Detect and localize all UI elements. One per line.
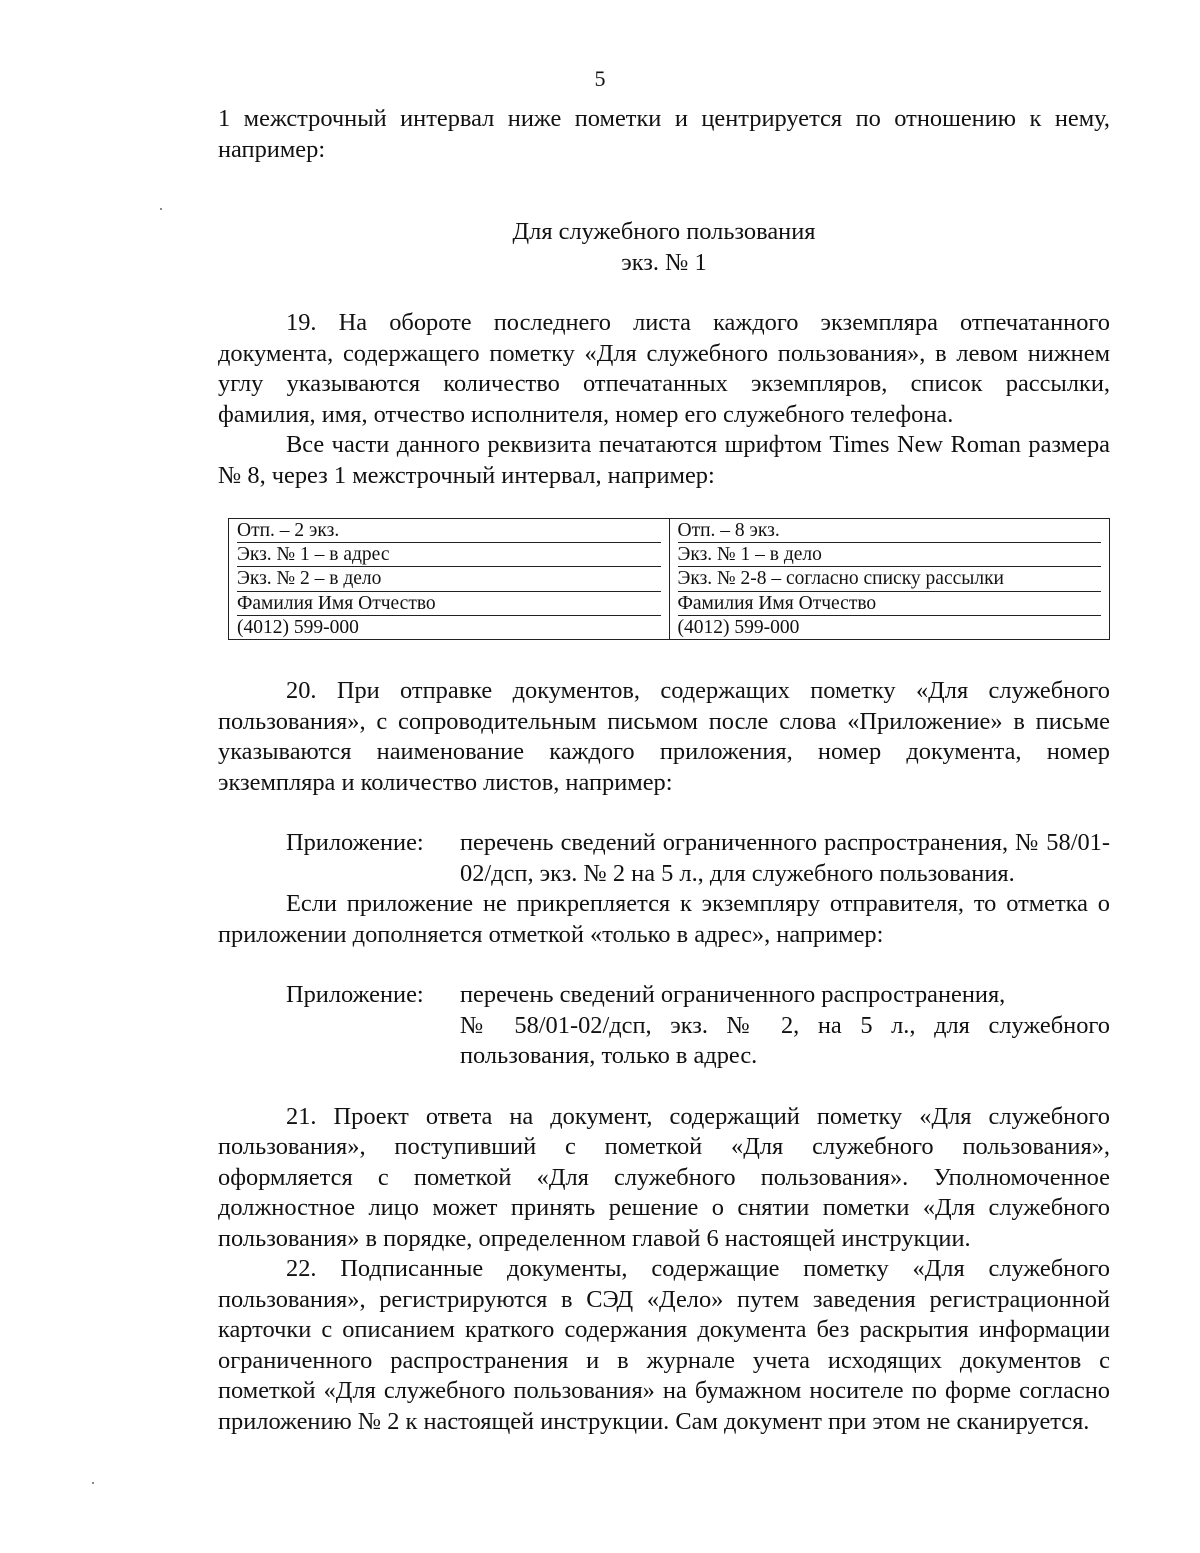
table-cell: (4012) 599-000 bbox=[677, 616, 800, 638]
table-cell: Отп. – 2 экз. bbox=[237, 519, 661, 543]
table-row bbox=[229, 519, 1110, 640]
appendix-label: Приложение: bbox=[286, 981, 424, 1009]
table-cell: Фамилия Имя Отчество bbox=[678, 592, 1102, 616]
restricted-stamp bbox=[218, 217, 1110, 278]
table-cell: (4012) 599-000 bbox=[237, 616, 359, 638]
appendix-text-rest: № 58/01-02/дсп, экз. № 2, на 5 л., для служебного пользования, только в адрес. bbox=[460, 1011, 1110, 1070]
table-cell: Экз. № 1 – в дело bbox=[678, 543, 1102, 567]
paragraph-20-note: Если приложение не прикрепляется к экземпляру отправителя, то отметка о приложении дополняется отметкой «только в адрес», например: bbox=[218, 890, 1110, 948]
paragraph-19: 19. На обороте последнего листа каждого экземпляра отпечатанного документа, содержащего пометку «Для служебного пользования», в левом нижнем углу указываются количество отпечатанных экземпляров, список рассылки, фамилия, имя, отчество исполнителя, номер его служебного телефона. bbox=[218, 309, 1110, 428]
appendix-label: Приложение: bbox=[286, 829, 424, 857]
scan-speck bbox=[92, 1482, 94, 1484]
left-column bbox=[229, 519, 670, 640]
page-number: 5 bbox=[594, 66, 606, 91]
table-cell: Экз. № 1 – в адрес bbox=[237, 543, 661, 567]
appendix-text-block bbox=[460, 980, 1110, 1072]
table-cell: Экз. № 2-8 – согласно списку рассылки bbox=[678, 567, 1102, 591]
appendix-example-2 bbox=[286, 980, 1110, 1072]
appendix-text: перечень сведений ограниченного распространения, № 58/01-02/дсп, экз. № 2 на 5 л., для служебного пользования. bbox=[460, 829, 1110, 887]
paragraph-22: 22. Подписанные документы, содержащие пометку «Для служебного пользования», регистрируются в СЭД «Дело» путем заведения регистрационной карточки с описанием краткого содержания документа без раскрытия информации ограниченного распространения и в журнале учета исходящих документов с пометкой «Для служебного пользования» на бумажном носителе по форме согласно приложению № 2 к настоящей инструкции. Сам документ при этом не сканируется. bbox=[218, 1255, 1110, 1435]
stamp-line-1: Для служебного пользования bbox=[512, 218, 816, 245]
paragraph-20: 20. При отправке документов, содержащих пометку «Для служебного пользования», с сопроводительным письмом после слова «Приложение» в письме указываются наименование каждого приложения, номер документа, номер экземпляра и количество листов, например: bbox=[218, 677, 1110, 796]
table-cell: Отп. – 8 экз. bbox=[678, 519, 1102, 543]
intro-line-1: 1 межстрочный интервал ниже пометки и центрируется по отношению к нему, bbox=[218, 105, 1110, 132]
appendix-example-1 bbox=[286, 828, 1110, 889]
example-table bbox=[228, 518, 1110, 640]
table-cell: Экз. № 2 – в дело bbox=[237, 567, 661, 591]
scan-speck bbox=[160, 208, 162, 210]
right-column bbox=[669, 519, 1110, 640]
table-cell: Фамилия Имя Отчество bbox=[237, 592, 661, 616]
appendix-text-line-1: перечень сведений ограниченного распространения, bbox=[460, 981, 1006, 1009]
stamp-line-2: экз. № 1 bbox=[621, 248, 707, 276]
paragraph-19-example-intro: Все части данного реквизита печатаются шрифтом Times New Roman размера № 8, через 1 межстрочный интервал, например: bbox=[218, 431, 1110, 489]
paragraph-21: 21. Проект ответа на документ, содержащий пометку «Для служебного пользования», поступивший с пометкой «Для служебного пользования», оформляется с пометкой «Для служебного пользования». Уполномоченное должностное лицо может принять решение о снятии пометки «Для служебного пользования» в порядке, определенном главой 6 настоящей инструкции. bbox=[218, 1102, 1110, 1252]
intro-line-2: например: bbox=[218, 135, 326, 163]
